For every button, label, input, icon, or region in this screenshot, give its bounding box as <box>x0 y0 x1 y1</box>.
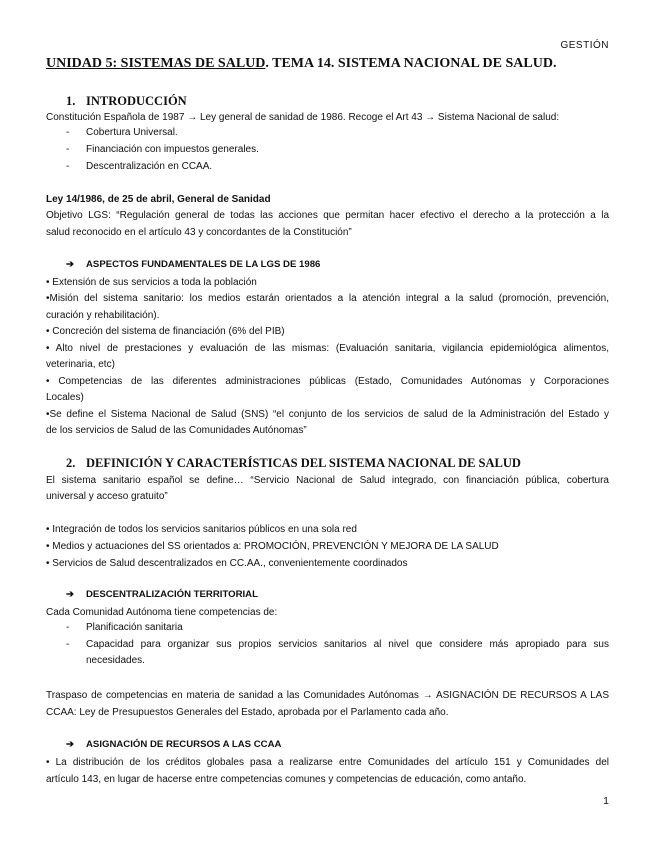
law-title: Ley 14/1986, de 25 de abril, General de Sanidad <box>46 194 271 205</box>
document-title <box>46 56 556 72</box>
transfer-line-2: CCAA: Ley de Presupuestos Generales del Estado, aprobada por el Parlamento cada año. <box>46 707 449 718</box>
transfer-line-1: Traspaso de competencias en materia de sanidad a las Comunidades Autónomas → ASIGNACIÓN DE RECURSOS A LAS <box>46 690 609 701</box>
page-number: 1 <box>603 795 609 807</box>
aspect-line: • Competencias de las diferentes administraciones públicas (Estado, Comunidades Autónomas y Corporaciones <box>46 376 609 387</box>
list-item: - Capacidad para organizar sus propios servicios sanitarios al nivel que considere más apropiado para sus <box>66 639 609 650</box>
objective-line-2: salud reconocido en el artículo 43 y concordantes de la Constitución” <box>46 227 352 238</box>
intro-paragraph: Constitución Española de 1987 → Ley general de sanidad de 1986. Recoge el Art 43 → Sistema Nacional de salud: <box>46 112 560 123</box>
section-title: DEFINICIÓN Y CARACTERÍSTICAS DEL SISTEMA NACIONAL DE SALUD <box>86 456 521 470</box>
subheading-asignacion: ➔ ASIGNACIÓN DE RECURSOS A LAS CCAA <box>66 739 282 750</box>
aspect-line: • Extensión de sus servicios a toda la población <box>46 277 257 288</box>
list-item-continuation: necesidades. <box>86 655 145 666</box>
list-item: - Financiación con impuestos generales. <box>66 144 259 155</box>
subheading-descentralizacion: ➔ DESCENTRALIZACIÓN TERRITORIAL <box>66 589 258 600</box>
section-title: INTRODUCCIÓN <box>86 94 187 108</box>
aspect-line: •Se define el Sistema Nacional de Salud (SNS) “el conjunto de los servicios de salud de la Administración del Estado y <box>46 409 609 420</box>
bullet-line: • Medios y actuaciones del SS orientados a: PROMOCIÓN, PREVENCIÓN Y MEJORA DE LA SALUD <box>46 541 499 552</box>
subheading-aspectos: ➔ ASPECTOS FUNDAMENTALES DE LA LGS DE 1986 <box>66 259 321 270</box>
aspect-line: • Concreción del sistema de financiación (6% del PIB) <box>46 326 285 337</box>
page-header: GESTIÓN <box>560 40 609 51</box>
topic-title: . TEMA 14. SISTEMA NACIONAL DE SALUD. <box>265 56 557 71</box>
unit-title: UNIDAD 5: SISTEMAS DE SALUD <box>46 56 266 71</box>
list-item: - Cobertura Universal. <box>66 127 178 138</box>
aspect-line: veterinaria, etc) <box>46 359 115 370</box>
list-item: - Planificación sanitaria <box>66 622 183 633</box>
section-number: 1. <box>66 94 76 108</box>
arrow-right-icon: ➔ <box>66 589 75 600</box>
definition-line-1: El sistema sanitario español se define… “Servicio Nacional de Salud integrado, con financiación pública, cobertura <box>46 475 609 486</box>
section-number: 2. <box>66 456 76 470</box>
section-heading-definicion <box>66 456 521 471</box>
aspect-line: •Misión del sistema sanitario: los medios estarán orientados a la atención integral a la salud (promoción, prevención, <box>46 293 609 304</box>
allocation-line-1: • La distribución de los créditos globales pasa a realizarse entre Comunidades del artículo 151 y Comunidades del <box>46 757 609 768</box>
list-item: - Descentralización en CCAA. <box>66 161 213 172</box>
aspect-line: Locales) <box>46 392 84 403</box>
aspect-line: curación y rehabilitación). <box>46 310 160 321</box>
objective-line-1: Objetivo LGS: “Regulación general de todas las acciones que permitan hacer efectivo el derecho a la protección a la <box>46 210 609 221</box>
aspect-line: • Alto nivel de prestaciones y evaluación de las mismas: (Evaluación sanitaria, vigilancia epidemiológica alimentos, <box>46 343 609 354</box>
bullet-line: • Servicios de Salud descentralizados en CC.AA., convenientemente coordinados <box>46 558 408 569</box>
bullet-line: • Integración de todos los servicios sanitarios públicos en una sola red <box>46 524 357 535</box>
aspect-line: de los servicios de Salud de las Comunidades Autónomas” <box>46 425 307 436</box>
section-heading-introduccion <box>66 94 187 109</box>
arrow-right-icon: ➔ <box>66 259 75 270</box>
decentral-intro: Cada Comunidad Autónoma tiene competencias de: <box>46 607 278 618</box>
arrow-right-icon: ➔ <box>66 739 75 750</box>
definition-line-2: universal y acceso gratuito” <box>46 491 168 502</box>
allocation-line-2: artículo 143, en lugar de hacerse entre competencias comunes y competencias de educación, como antaño. <box>46 774 527 785</box>
